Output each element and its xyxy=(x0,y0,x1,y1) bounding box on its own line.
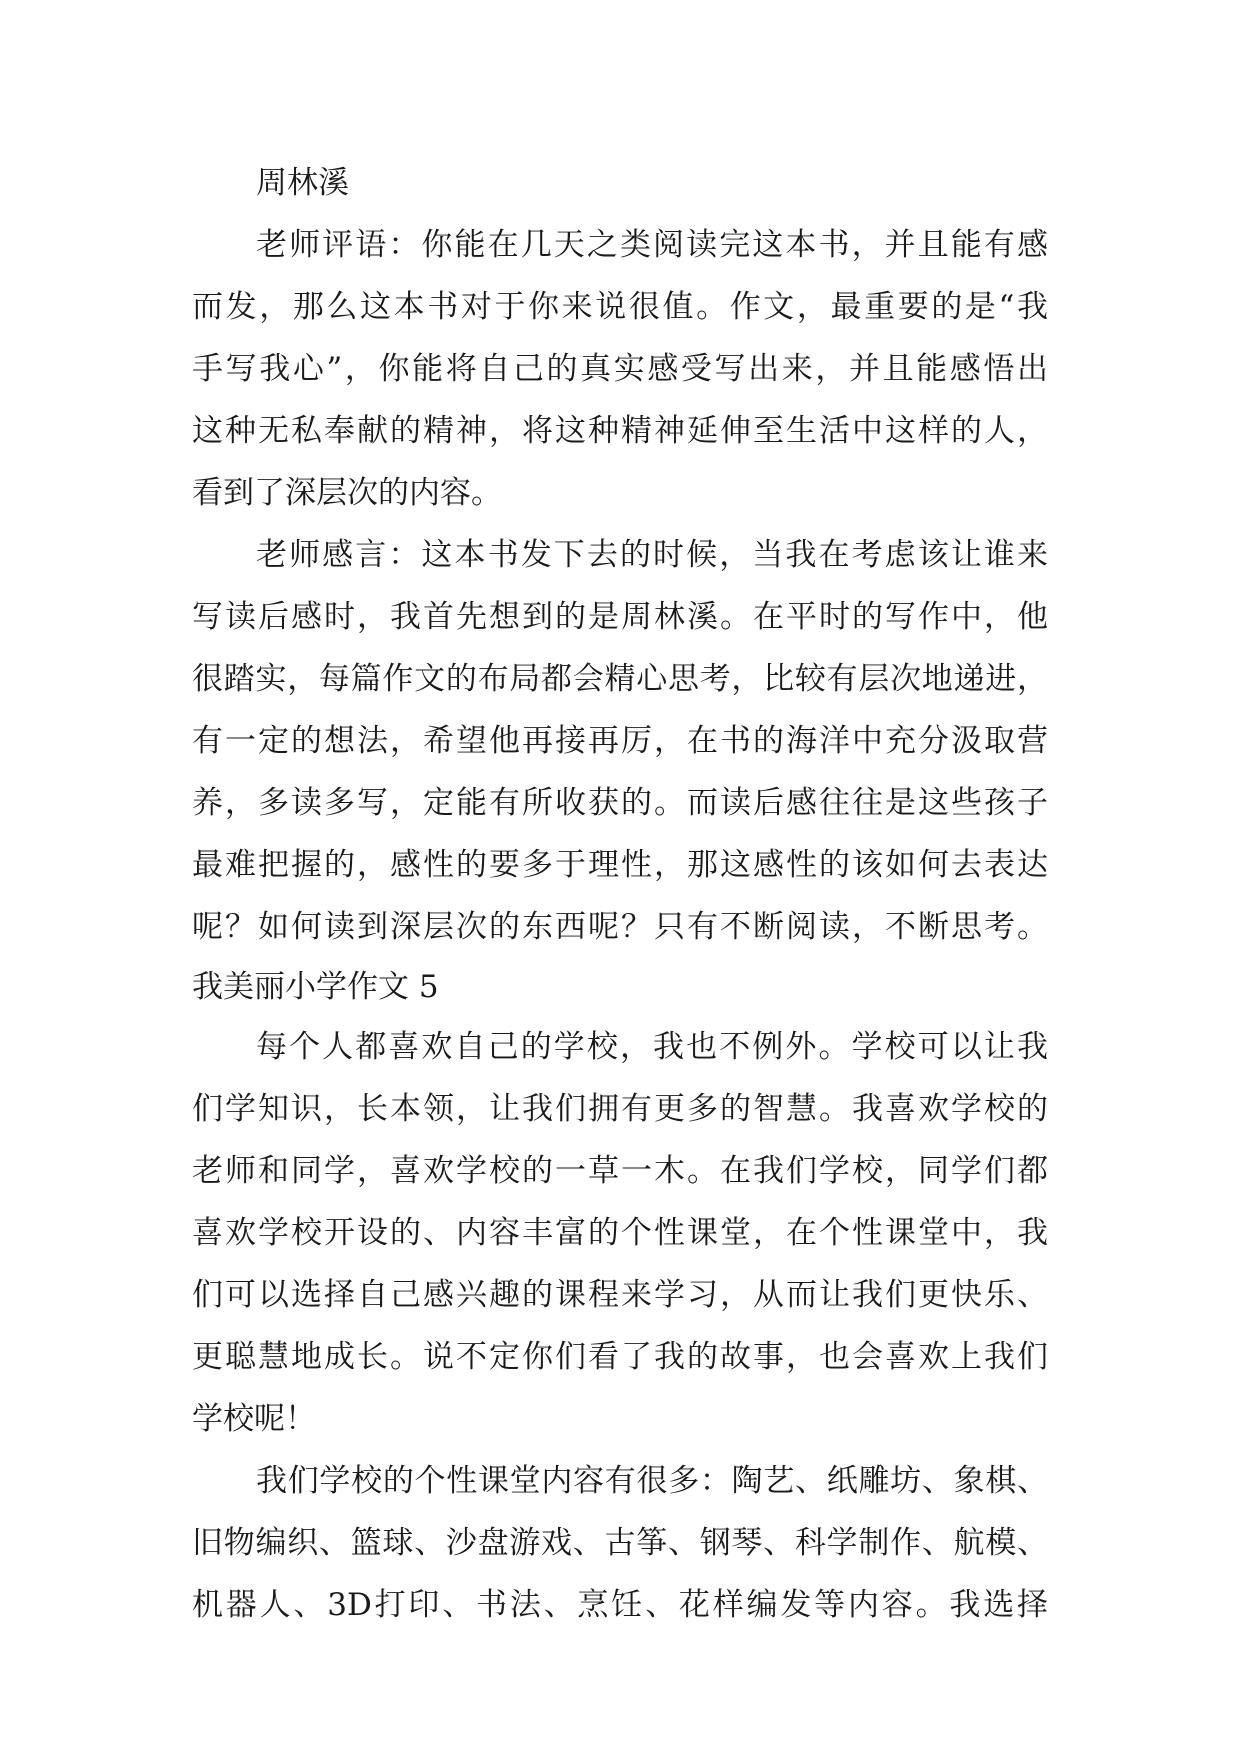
text-line: 有一定的想法，希望他再接再厉，在书的海洋中充分汲取营 xyxy=(192,723,1048,759)
text-line: 更聪慧地成长。说不定你们看了我的故事，也会喜欢上我们 xyxy=(192,1339,1048,1375)
text-line: 老师感言：这本书发下去的时候，当我在考虑该让谁来 xyxy=(256,537,1048,573)
text-line: 们可以选择自己感兴趣的课程来学习，从而让我们更快乐、 xyxy=(192,1277,1048,1313)
essay-paragraph xyxy=(192,1450,1048,1636)
text-line: 学校呢！ xyxy=(192,1401,316,1437)
author-name: 周林溪 xyxy=(256,165,349,201)
text-line: 们学知识，长本领，让我们拥有更多的智慧。我喜欢学校的 xyxy=(192,1091,1048,1127)
teacher-remarks-paragraph xyxy=(192,524,1048,958)
text-line: 写读后感时，我首先想到的是周林溪。在平时的写作中，他 xyxy=(192,599,1048,635)
teacher-comment-paragraph xyxy=(192,214,1048,524)
text-line: 而发，那么这本书对于你来说很值。作文，最重要的是“我 xyxy=(192,289,1048,325)
text-line: 呢？如何读到深层次的东西呢？只有不断阅读，不断思考。 xyxy=(192,909,1048,945)
text-line: 这种无私奉献的精神，将这种精神延伸至生活中这样的人， xyxy=(192,413,1048,449)
text-line: 喜欢学校开设的、内容丰富的个性课堂，在个性课堂中，我 xyxy=(192,1215,1048,1251)
text-line: 机器人、3D打印、书法、烹饪、花样编发等内容。我选择 xyxy=(192,1587,1048,1623)
essay-paragraph xyxy=(192,1016,1048,1450)
text-line: 老师评语：你能在几天之类阅读完这本书，并且能有感 xyxy=(256,227,1048,263)
text-line: 每个人都喜欢自己的学校，我也不例外。学校可以让我 xyxy=(256,1029,1048,1065)
text-line: 手写我心”，你能将自己的真实感受写出来，并且能感悟出 xyxy=(192,351,1048,387)
text-line: 养，多读多写，定能有所收获的。而读后感往往是这些孩子 xyxy=(192,785,1048,821)
text-line: 老师和同学，喜欢学校的一草一木。在我们学校，同学们都 xyxy=(192,1153,1048,1189)
text-line: 看到了深层次的内容。 xyxy=(192,475,502,511)
essay-title: 我美丽小学作文 5 xyxy=(192,969,439,1005)
text-line: 很踏实，每篇作文的布局都会精心思考，比较有层次地递进， xyxy=(192,661,1048,697)
text-line: 最难把握的，感性的要多于理性，那这感性的该如何去表达 xyxy=(192,847,1048,883)
text-line: 旧物编织、篮球、沙盘游戏、古筝、钢琴、科学制作、航模、 xyxy=(192,1525,1048,1561)
document-body xyxy=(192,152,1048,1636)
text-line: 我们学校的个性课堂内容有很多：陶艺、纸雕坊、象棋、 xyxy=(256,1463,1048,1499)
